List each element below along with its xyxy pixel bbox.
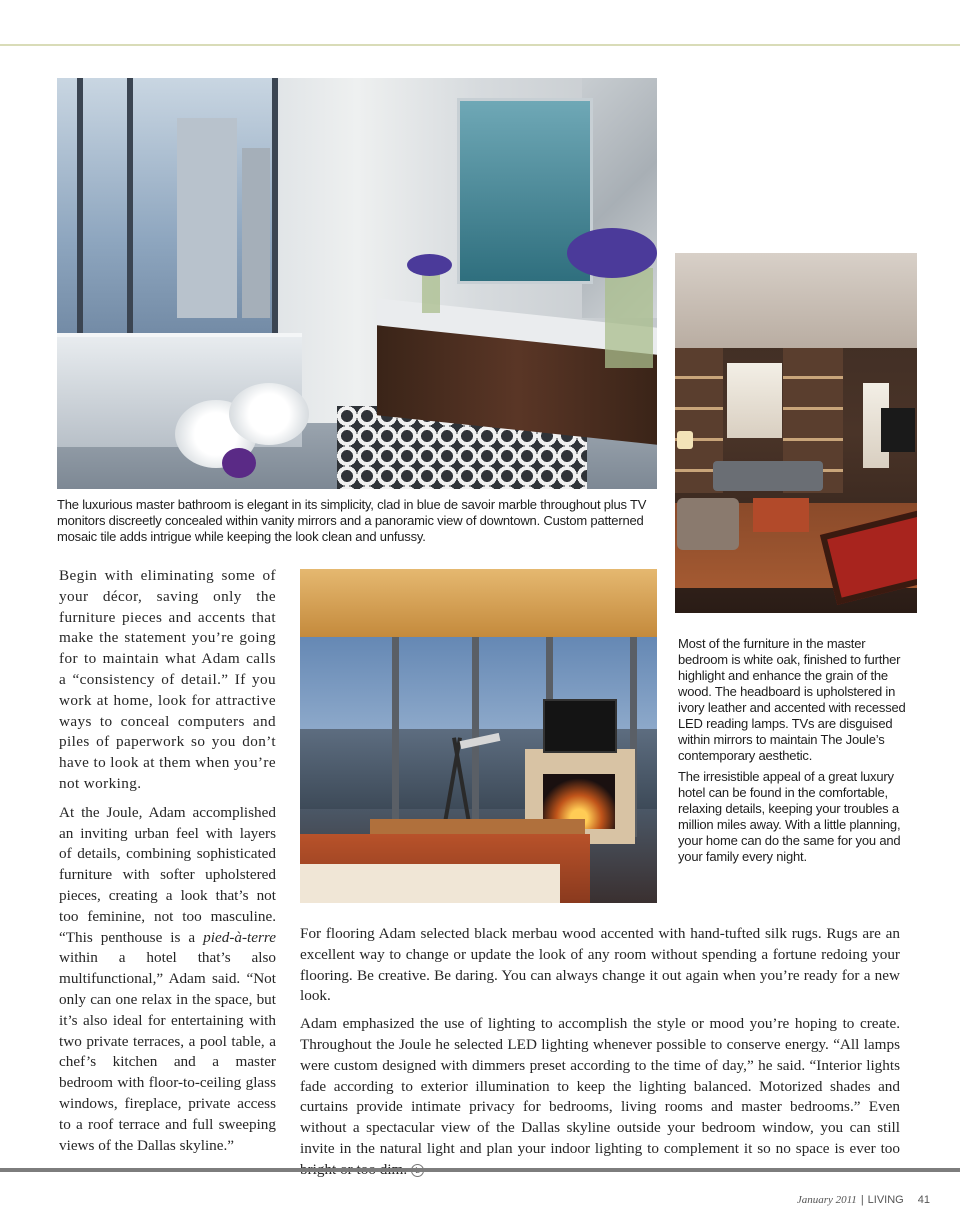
article-paragraph [59, 803, 276, 1157]
photo-chair [677, 498, 739, 550]
bedroom-caption-paragraph: The irresistible appeal of a great luxury hotel can be found in the comfortable, relaxing details, keeping your troubles a million miles away. With a little planning, your home can do the same for you and your family every night. [678, 769, 901, 864]
article-paragraph: For flooring Adam selected black merbau wood accented with hand-tufted silk rugs. Rugs are an excellent way to change or update the look of any room without spending a fortune redoing your flooring. Be creative. Be daring. You can always change it out again when you’re ready for a new look. [300, 925, 900, 1005]
footer-section: LIVING [867, 1194, 904, 1206]
page-number: 41 [917, 1194, 930, 1206]
photo-flowers [407, 254, 452, 276]
photo-ottoman [753, 498, 809, 532]
article-paragraph [300, 1014, 900, 1180]
photo-flowers [567, 228, 657, 278]
photo-towel [229, 383, 309, 445]
photo-sheet [300, 864, 560, 903]
photo-vase [605, 268, 653, 368]
bathroom-photo [57, 78, 657, 489]
photo-ceiling [300, 569, 657, 637]
photo-building [177, 118, 237, 318]
page-footer [797, 1194, 930, 1206]
photo-building [242, 148, 270, 318]
footer-separator: | [860, 1194, 864, 1206]
photo-window [727, 363, 782, 438]
bedroom-caption [678, 636, 910, 870]
article-text: At the Joule, Adam accomplished an inviting urban feel with layers of details, combining sophisticated furniture with softer upholstered pieces, creating a look that’s not too feminine, not too masculine. “This penthouse is a [59, 803, 276, 946]
article-left-column [59, 566, 276, 1164]
article-text: within a hotel that’s also multifunctional,” Adam said. “Not only can one relax in the space, but it’s also ideal for entertaining with two private terraces, a pool table, a chef’s kitchen and a master bedroom with floor-to-ceiling glass windows, fireplace, private access to a roof terrace and full sweeping views of the Dallas skyline.” [59, 949, 276, 1154]
photo-window-frame [392, 637, 399, 837]
photo-lamp [677, 431, 693, 449]
bottom-rule [0, 1168, 960, 1172]
article-paragraph: Begin with eliminating some of your décor, saving only the furniture pieces and accents that make the statement you’re going for to maintain what Adam calls a “consistency of detail.” If you work at home, look for attractive ways to conceal computers and piles of paperwork so you don’t have to look at them when you’re not working. [59, 567, 276, 792]
photo-orchid [222, 448, 256, 478]
photo-ceiling [675, 253, 917, 348]
living-room-photo [675, 253, 917, 613]
photo-window-frame [272, 78, 278, 348]
article-right-column [300, 924, 900, 1188]
article-italic-text: pied-à-terre [203, 928, 276, 946]
photo-window-frame [127, 78, 133, 348]
article-text: Adam emphasized the use of lighting to accomplish the style or mood you’re hoping to create. Throughout the Joule he selected LED lighting whenever possible to conserve energy. “All lamps were custom designed with dimmers preset according to the time of day,” he said. “Interior lights fade according to exterior illumination to keep the lighting balanced. Motorized shades and curtains provide intimate privacy for bedrooms, living rooms and master bedrooms.” Even without a spectacular view of the Dallas skyline outside your bedroom window, you can still invite in the natural light and plan your indoor lighting to complement it so no space is ever too [300, 1015, 900, 1157]
footer-date: January 2011 [796, 1194, 857, 1206]
photo-tv [543, 699, 617, 753]
bedroom-caption-paragraph: Most of the furniture in the master bedroom is white oak, finished to further highlight and enhance the grain of the wood. The headboard is upholstered in ivory leather and accented with recessed LED reading lamps. TVs are disguised within mirrors to maintain The Joule’s contemporary aesthetic. [678, 636, 906, 763]
top-rule [0, 44, 960, 46]
photo-vase [422, 273, 440, 313]
photo-window-frame [77, 78, 83, 348]
photo-window [57, 78, 272, 348]
bedroom-photo [300, 569, 657, 903]
photo-tv [881, 408, 915, 452]
bathroom-caption: The luxurious master bathroom is elegant in its simplicity, clad in blue de savoir marble throughout plus TV monitors discreetly concealed within vanity mirrors and a panoramic view of downtown. Custom patterned mosaic tile adds intrigue while keeping the look clean and unfussy. [57, 497, 647, 544]
photo-sofa [713, 461, 823, 491]
